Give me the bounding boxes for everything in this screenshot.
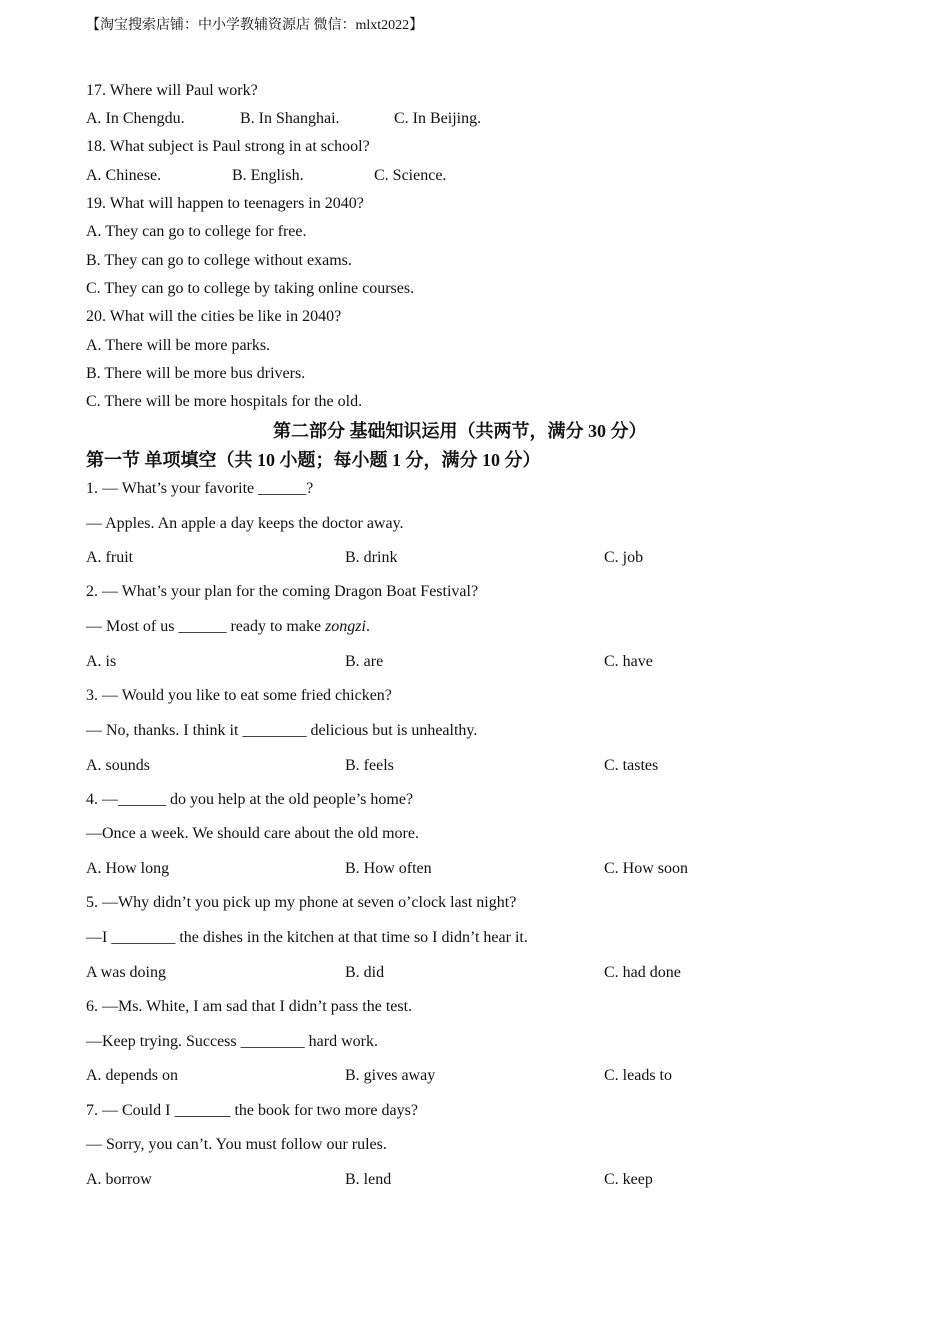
question-18-option-a: A. Chinese.: [86, 167, 162, 184]
question-20-option-b: B. There will be more bus drivers.: [86, 365, 306, 382]
question-18-stem: 18. What subject is Paul strong in at school?: [86, 138, 370, 155]
question-7-option-a: A. borrow: [86, 1171, 152, 1188]
question-6-response: —Keep trying. Success ________ hard work.: [86, 1033, 378, 1050]
question-1-option-a: A. fruit: [86, 549, 134, 566]
question-19-option-b: B. They can go to college without exams.: [86, 252, 352, 269]
question-19-option-c: C. They can go to college by taking online courses.: [86, 280, 415, 297]
question-1-response: — Apples. An apple a day keeps the doctor away.: [86, 515, 404, 532]
question-2-period: .: [365, 618, 370, 635]
question-5-prompt: 5. —Why didn’t you pick up my phone at seven o’clock last night?: [86, 894, 517, 911]
question-7-option-b: B. lend: [345, 1171, 392, 1188]
question-2-zongzi: zongzi: [325, 618, 366, 635]
question-6-option-b: B. gives away: [345, 1067, 436, 1084]
question-3-option-a: A. sounds: [86, 757, 151, 774]
question-18-option-b: B. English.: [232, 167, 304, 184]
question-7-prompt: 7. — Could I _______ the book for two more days?: [86, 1102, 418, 1119]
question-7-option-c: C. keep: [604, 1171, 653, 1188]
question-19-stem: 19. What will happen to teenagers in 2040?: [86, 195, 364, 212]
question-7-response: — Sorry, you can’t. You must follow our rules.: [86, 1136, 387, 1153]
question-2-option-c: C. have: [604, 653, 653, 670]
question-4-option-a: A. How long: [86, 860, 170, 877]
question-4-option-b: B. How often: [345, 860, 432, 877]
question-5-response: —I ________ the dishes in the kitchen at that time so I didn’t hear it.: [86, 929, 528, 946]
question-2-response: [86, 617, 370, 637]
question-18-option-c: C. Science.: [374, 167, 447, 184]
question-5-option-a: A was doing: [86, 964, 166, 981]
question-1-prompt: 1. — What’s your favorite ______?: [86, 480, 314, 497]
question-17-option-c: C. In Beijing.: [394, 110, 482, 127]
question-2-option-b: B. are: [345, 653, 384, 670]
question-17-option-b: B. In Shanghai.: [240, 110, 340, 127]
header-note: 【淘宝搜索店铺：中小学教辅资源店 微信：mlxt2022】: [86, 18, 424, 33]
question-3-option-c: C. tastes: [604, 757, 659, 774]
question-4-option-c: C. How soon: [604, 860, 689, 877]
question-17-option-a: A. In Chengdu.: [86, 110, 185, 127]
question-6-prompt: 6. —Ms. White, I am sad that I didn’t pass the test.: [86, 998, 413, 1015]
question-4-prompt: 4. —______ do you help at the old people’s home?: [86, 791, 414, 808]
question-2-response-text: — Most of us ______ ready to make: [86, 618, 326, 635]
question-3-prompt: 3. — Would you like to eat some fried chicken?: [86, 687, 392, 704]
question-20-stem: 20. What will the cities be like in 2040?: [86, 308, 342, 325]
question-19-option-a: A. They can go to college for free.: [86, 223, 307, 240]
question-17-stem: 17. Where will Paul work?: [86, 82, 258, 99]
question-5-option-c: C. had done: [604, 964, 681, 981]
question-4-response: —Once a week. We should care about the old more.: [86, 825, 419, 842]
question-20-option-c: C. There will be more hospitals for the old.: [86, 393, 363, 410]
question-1-option-c: C. job: [604, 549, 644, 566]
question-3-response: — No, thanks. I think it ________ delicious but is unhealthy.: [86, 722, 478, 739]
question-6-option-a: A. depends on: [86, 1067, 178, 1084]
question-2-option-a: A. is: [86, 653, 117, 670]
part-two-title: 第二部分 基础知识运用（共两节，满分 30 分）: [273, 421, 647, 441]
question-2-prompt: 2. — What’s your plan for the coming Dragon Boat Festival?: [86, 583, 479, 600]
question-20-option-a: A. There will be more parks.: [86, 337, 271, 354]
question-5-option-b: B. did: [345, 964, 385, 981]
question-6-option-c: C. leads to: [604, 1067, 672, 1084]
section-one-title: 第一节 单项填空（共 10 小题；每小题 1 分，满分 10 分）: [86, 450, 541, 470]
question-1-option-b: B. drink: [345, 549, 398, 566]
question-3-option-b: B. feels: [345, 757, 394, 774]
